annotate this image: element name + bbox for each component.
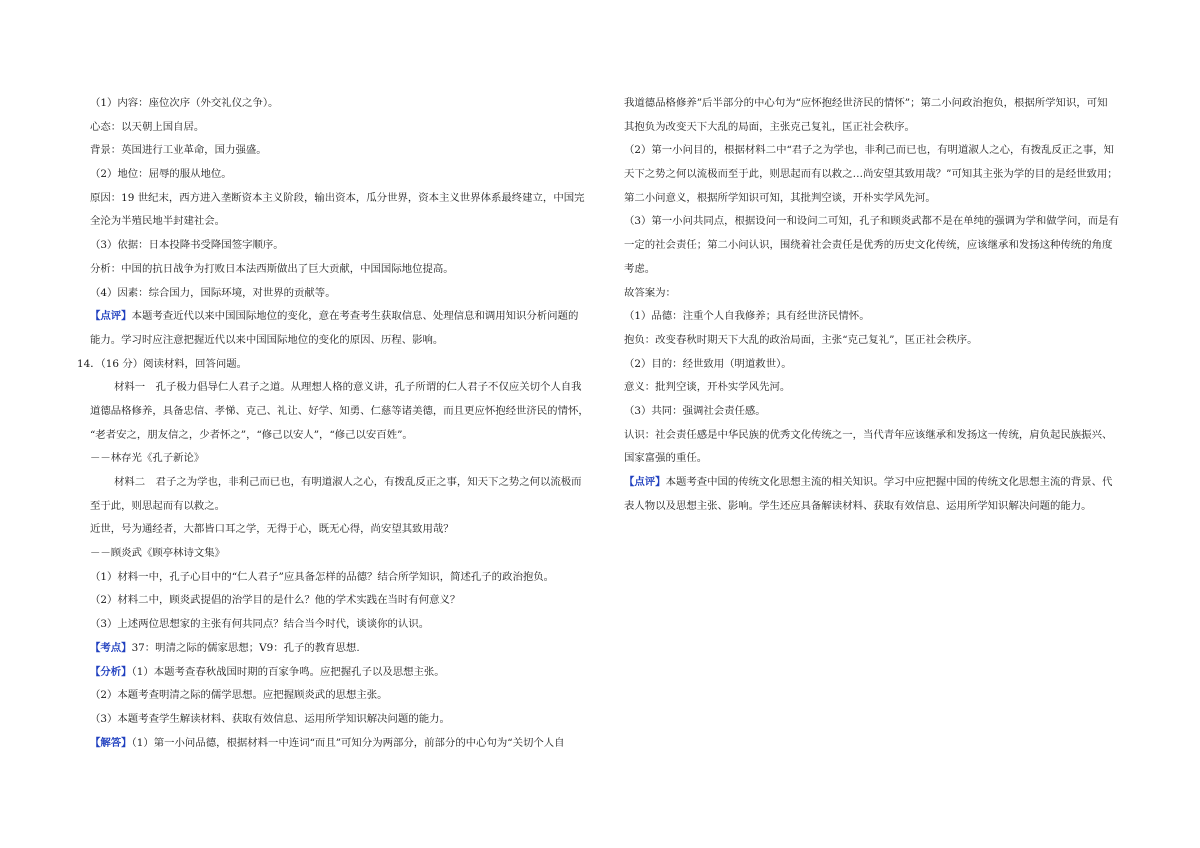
answer-line: 原因：19 世纪末，西方进入垄断资本主义阶段，输出资本，瓜分世界，资本主义世界体系最终建立，中国完: [90, 191, 585, 204]
right-column: [624, 92, 1138, 518]
solution-line: 第二小问意义，根据所学知识可知，其批判空谈，开朴实学风先河。: [624, 191, 936, 204]
material-line: 道德品格修养，具备忠信、孝悌、克己、礼让、好学、知勇、仁慈等诸美德，而且更应怀抱经世济民的情怀，: [90, 404, 589, 417]
material-source: －－林存光《孔子新论》: [90, 452, 205, 465]
question-line: （2）材料二中，顾炎武提倡的治学目的是什么？他的学术实践在当时有何意义？: [90, 594, 461, 607]
solution-line: 一定的社会责任；第二小问认识，围绕着社会责任是优秀的历史文化传统，应该继承和发扬这种传统的角度: [624, 239, 1113, 252]
question-heading: 14．（16 分）阅读材料，回答问题。: [77, 357, 248, 370]
comment-tag: 【点评】: [90, 310, 132, 323]
answer-line: （2）地位：屈辱的服从地位。: [90, 168, 232, 181]
final-answer-line: 意义：批判空谈，开朴实学风先河。: [624, 381, 791, 394]
comment-line: 能力。学习时应注意把握近代以来中国国际地位的变化的原因、历程、影响。: [90, 333, 444, 346]
comment-tag: 【点评】: [624, 476, 666, 488]
final-answer-heading: 故答案为：: [624, 286, 676, 299]
answer-line: （4）因素：综合国力，国际环境，对世界的贡献等。: [90, 286, 336, 299]
solution-line: 考虑。: [624, 262, 656, 275]
answer-line: 全沦为半殖民地半封建社会。: [90, 215, 226, 228]
solution-line: 天下之势之何以流极而至于此，则思起而有以救之…尚安望其致用哉？”可知其主张为学的目的是经世致用；: [624, 168, 1118, 181]
comment-line: 表人物以及思想主张、影响。学生还应具备解读材料、获取有效信息、运用所学知识解决问题的能力。: [624, 499, 1092, 512]
left-column: [77, 92, 590, 755]
analysis-line: （2）本题考查明清之际的儒学思想。应把握顾炎武的思想主张。: [90, 689, 388, 702]
final-answer-line: 认识：社会责任感是中华民族的优秀文化传统之一，当代青年应该继承和发扬这一传统，肩负起民族振兴、: [624, 428, 1113, 441]
answer-line: 心态：以天朝上国自居。: [90, 120, 205, 133]
final-answer-line: （2）目的：经世致用（明道救世）。: [624, 357, 792, 370]
material-source: －－顾炎武《顾亭林诗文集》: [90, 547, 226, 560]
final-answer-line: （1）品德：注重个人自我修养；具有经世济民情怀。: [624, 310, 870, 323]
analysis-line: [90, 661, 590, 685]
answer-line: （1）内容：座位次序（外交礼仪之争）。: [90, 97, 279, 109]
kaodian-tag: 【考点】: [90, 641, 132, 654]
solution-line: 其抱负为改变天下大乱的局面，主张克己复礼，匡正社会秩序。: [624, 120, 915, 133]
analysis-line: （3）本题考查学生解读材料、获取有效信息、运用所学知识解决问题的能力。: [90, 712, 450, 725]
analysis-text: （1）本题考查春秋战国时期的百家争鸣。应把握孔子以及思想主张。: [131, 665, 445, 678]
material-line: “老者安之，朋友信之，少者怀之”，“修己以安人”，“修己以安百姓”。: [90, 428, 413, 441]
answer-line: 分析：中国的抗日战争为打败日本法西斯做出了巨大贡献，中国国际地位提高。: [90, 262, 454, 275]
comment-line: [90, 305, 590, 329]
comment-text: 本题考查近代以来中国国际地位的变化，意在考查考生获取信息、处理信息和调用知识分析问题的: [131, 310, 579, 323]
answer-line: 背景：英国进行工业革命，国力强盛。: [90, 144, 267, 157]
analysis-tag: 【分析】: [90, 665, 132, 678]
material-line: 材料二 君子之为学也，非利己而已也，有明道淑人之心，有拨乱反正之事，知天下之势之何以流极而: [114, 476, 582, 488]
kaodian-line: [90, 637, 590, 661]
question-line: （3）上述两位思想家的主张有何共同点？结合当今时代，谈谈你的认识。: [90, 618, 430, 631]
solution-line: 我道德品格修养”后半部分的中心句为“应怀抱经世济民的情怀”；第二小问政治抱负，根据所学知识，可知: [624, 97, 1108, 109]
solution-line: [90, 732, 590, 756]
answer-line: （3）依据：日本投降书受降国签字顺序。: [90, 239, 284, 252]
final-answer-line: （3）共同：强调社会责任感。: [624, 404, 766, 417]
comment-text: 本题考查中国的传统文化思想主流的相关知识。学习中应把握中国的传统文化思想主流的背景、代: [665, 476, 1113, 488]
material-line: 至于此，则思起而有以救之。: [90, 499, 226, 512]
question-line: （1）材料一中，孔子心目中的“仁人君子”应具备怎样的品德？结合所学知识，简述孔子的政治抱负。: [90, 570, 555, 583]
final-answer-line: 国家富强的重任。: [624, 452, 708, 465]
solution-tag: 【解答】: [90, 736, 132, 749]
solution-line: （3）第一小问共同点，根据设问一和设问二可知，孔子和顾炎武都不是在单纯的强调为学和做学问，而是有: [624, 215, 1119, 228]
kaodian-text: 37：明清之际的儒家思想；V9：孔子的教育思想.: [131, 641, 360, 654]
material-line: 材料一 孔子极力倡导仁人君子之道。从理想人格的意义讲，孔子所谓的仁人君子不仅应关切个人自我: [114, 381, 582, 394]
comment-line: [624, 471, 1138, 495]
solution-line: （2）第一小问目的，根据材料二中“君子之为学也，非利己而已也，有明道淑人之心，有拨乱反正之事，知: [624, 144, 1114, 157]
material-line: 近世，号为通经者，大都皆口耳之学，无得于心，既无心得，尚安望其致用哉？: [90, 523, 454, 536]
final-answer-line: 抱负：改变春秋时期天下大乱的政治局面，主张“克己复礼”，匡正社会秩序。: [624, 333, 978, 346]
solution-text: （1）第一小问品德，根据材料一中连词“而且”可知分为两部分，前部分的中心句为“关切个人自: [131, 736, 565, 749]
